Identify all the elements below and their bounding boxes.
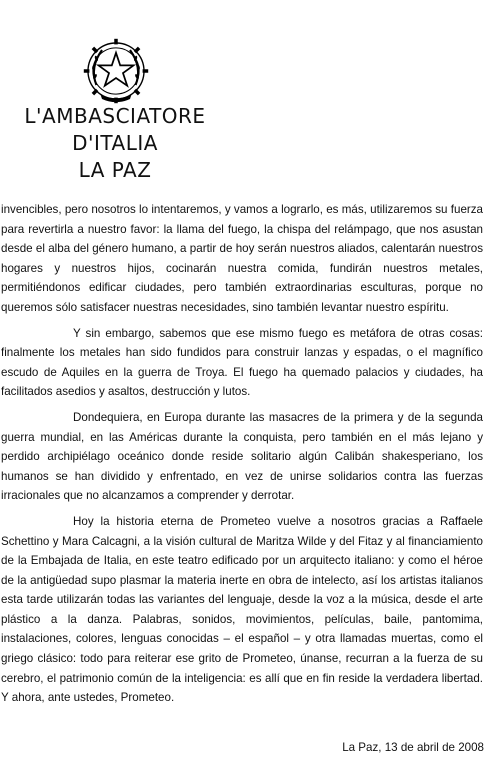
paragraph-4: Hoy la historia eterna de Prometeo vuelve a nosotros gracias a Raffaele Schettino y Mara Calcagni, a la visión cultural de Maritza Wilde y del Fitaz y al financiamiento de la Embajada de Italia, en este teatro edificado por un arquitecto italiano: y como el héroe de la antigüedad supo plasmar la materia inerte en obra de intelecto, así los artistas italianos esta tarde utilizarán todas las variantes del lenguaje, desde la voz a la música, desde el arte plástico a la danza. Palabras, sonidos, movimientos, películas, baile, pantomima, instalaciones, colores, lenguas conocidas – el español – y otra llamadas muertas, como el griego clásico: todo para reiterar ese grito de Prometeo, únanse, recurran a la fuerza de su cerebro, el patrimonio común de la inteligencia: es allí que en fin reside la verdadera libertad. Y ahora, ante ustedes, Prometeo. bbox=[1, 514, 483, 705]
letterhead-city: LA PAZ bbox=[78, 158, 152, 182]
paragraph-1: invencibles, pero nosotros lo intentaremos, y vamos a lograrlo, es más, utilizaremos su fuerza para revertirla a nuestro favor: la llama del fuego, la chispa del relámpago, que nos asustan desde el alba del género humano, a partir de hoy serán nuestros aliados, calentarán nuestros hogares y nuestros hijos, cocinarán nuestra comida, fundirán nuestros metales, permitiéndonos edificar ciudades, pero también extraordinarias esculturas, porque no queremos sólo satisfacer nuestras necesidades, sino también levantar nuestro espíritu. bbox=[1, 203, 483, 314]
paragraph-3: Dondequiera, en Europa durante las masacres de la primera y de la segunda guerra mundial, en las Américas durante la conquista, pero también en el más lejano y perdido archipiélago oceánico donde reside solitario algún Calibán shakesperiano, los humanos se han dividido y enfrentado, en vez de unirse solidarios contra las fuerzas irracionales que no alcanzamos a comprender y derrotar. bbox=[1, 410, 483, 503]
italian-republic-emblem-icon bbox=[81, 36, 151, 106]
letterhead bbox=[0, 103, 230, 184]
letterhead-title: L'AMBASCIATORE bbox=[24, 104, 206, 128]
letter-body bbox=[1, 200, 483, 714]
paragraph-2: Y sin embargo, sabemos que ese mismo fuego es metáfora de otras cosas: finalmente los metales han sido fundidos para construir lanzas y espadas, o el magnífico escudo de Aquiles en la guerra de Troya. El fuego ha quemado palacios y ciudades, ha facilitados asedios y asaltos, destrucción y lutos. bbox=[1, 326, 483, 399]
letterhead-country: D'ITALIA bbox=[72, 131, 158, 155]
place-and-date: La Paz, 13 de abril de 2008 bbox=[342, 741, 484, 754]
